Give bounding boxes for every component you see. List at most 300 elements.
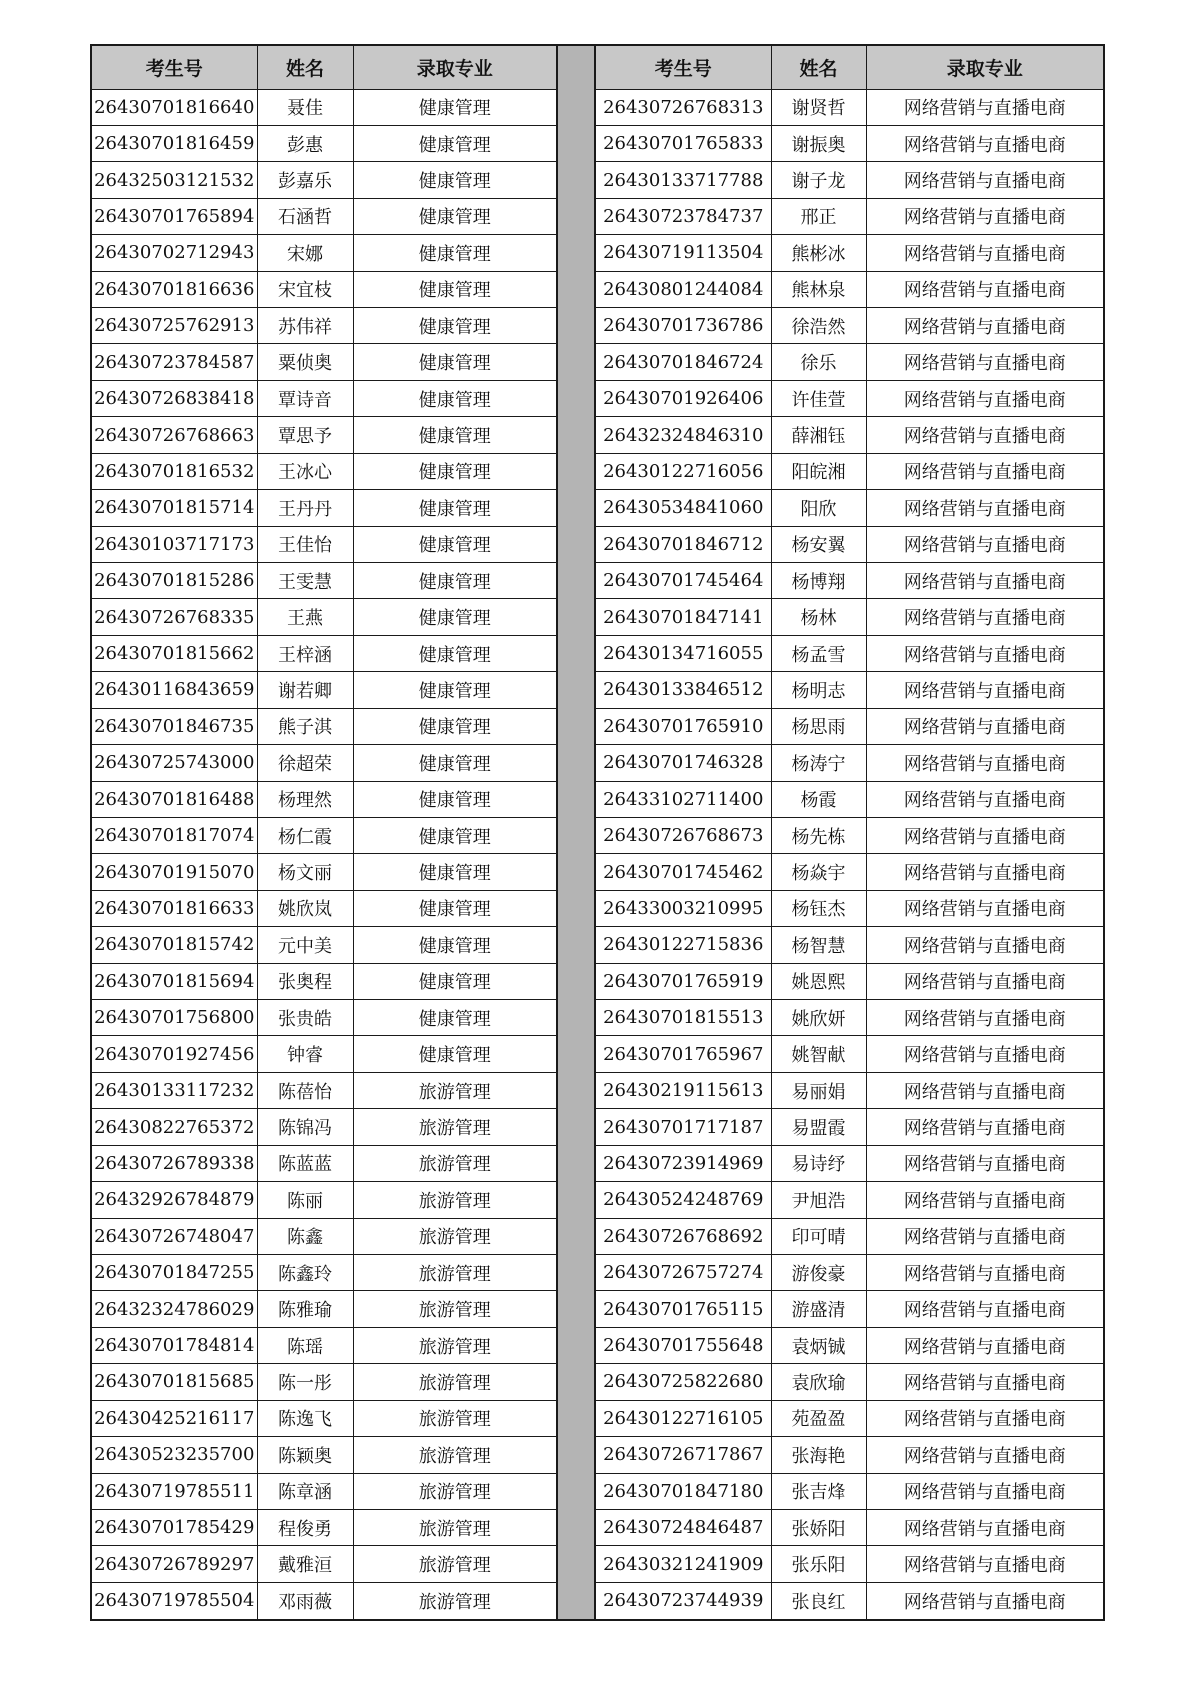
exam-id-cell: 26430724846487 [595,1509,771,1545]
major-cell: 健康管理 [353,125,557,161]
name-cell: 王雯慧 [257,562,353,598]
exam-id-cell: 26430702712943 [91,235,257,271]
table-row [595,781,1104,817]
table-row [91,854,557,890]
exam-id-cell: 26430725743000 [91,745,257,781]
exam-id-cell: 26430723914969 [595,1145,771,1181]
exam-id-cell: 26430725822680 [595,1364,771,1400]
name-cell: 石涵哲 [257,198,353,234]
name-cell: 易诗纾 [771,1145,866,1181]
exam-id-cell: 26430723744939 [595,1582,771,1620]
major-cell: 网络营销与直播电商 [866,963,1104,999]
major-cell: 网络营销与直播电商 [866,125,1104,161]
exam-id-cell: 26430534841060 [595,490,771,526]
major-cell: 网络营销与直播电商 [866,344,1104,380]
name-cell: 杨理然 [257,781,353,817]
table-row [595,927,1104,963]
major-cell: 健康管理 [353,562,557,598]
table-row [595,1182,1104,1218]
name-cell: 杨涛宁 [771,745,866,781]
major-cell: 健康管理 [353,708,557,744]
right-header-row [595,45,1104,89]
exam-id-cell: 26430719785511 [91,1473,257,1509]
exam-id-cell: 26430725762913 [91,308,257,344]
exam-id-cell: 26430701815286 [91,562,257,598]
name-cell: 杨孟雪 [771,635,866,671]
name-cell: 徐乐 [771,344,866,380]
name-cell: 覃思予 [257,417,353,453]
table-row [595,854,1104,890]
name-cell: 陈蓝蓝 [257,1145,353,1181]
major-cell: 旅游管理 [353,1327,557,1363]
exam-id-cell: 26430701745462 [595,854,771,890]
table-row [595,1291,1104,1327]
table-row [595,562,1104,598]
exam-id-cell: 26430701765967 [595,1036,771,1072]
exam-id-cell: 26430726768692 [595,1218,771,1254]
name-cell: 杨博翔 [771,562,866,598]
name-cell: 陈逸飞 [257,1400,353,1436]
exam-id-cell: 26430701815513 [595,1000,771,1036]
exam-id-cell: 26430701816633 [91,890,257,926]
table-row [91,890,557,926]
name-cell: 陈章涵 [257,1473,353,1509]
exam-id-cell: 26432503121532 [91,162,257,198]
table-row [595,599,1104,635]
exam-id-cell: 26430701765833 [595,125,771,161]
exam-id-cell: 26430701926406 [595,380,771,416]
table-row [595,817,1104,853]
exam-id-cell: 26430701816636 [91,271,257,307]
exam-id-cell: 26430726768673 [595,817,771,853]
major-cell: 旅游管理 [353,1182,557,1218]
name-cell: 邢正 [771,198,866,234]
major-cell: 旅游管理 [353,1072,557,1108]
major-cell: 网络营销与直播电商 [866,1000,1104,1036]
table-row [91,1473,557,1509]
table-row [91,1327,557,1363]
exam-id-cell: 26430701755648 [595,1327,771,1363]
exam-id-cell: 26433102711400 [595,781,771,817]
exam-id-cell: 26430701815685 [91,1364,257,1400]
name-cell: 陈锦冯 [257,1109,353,1145]
major-cell: 网络营销与直播电商 [866,1546,1104,1582]
major-cell: 旅游管理 [353,1400,557,1436]
major-cell: 网络营销与直播电商 [866,1364,1104,1400]
exam-id-cell: 26430103717173 [91,526,257,562]
table-row [91,1145,557,1181]
exam-id-cell: 26430701816640 [91,89,257,125]
exam-id-cell: 26430133846512 [595,672,771,708]
column-separator [558,44,594,1621]
exam-id-cell: 26430523235700 [91,1437,257,1473]
exam-id-cell: 26430701765115 [595,1291,771,1327]
name-cell: 宋宜枝 [257,271,353,307]
table-row [91,1072,557,1108]
exam-id-cell: 26432324786029 [91,1291,257,1327]
header-exam-id: 考生号 [595,45,771,89]
name-cell: 尹旭浩 [771,1182,866,1218]
exam-id-cell: 26430723784737 [595,198,771,234]
major-cell: 健康管理 [353,308,557,344]
table-row [91,1255,557,1291]
major-cell: 网络营销与直播电商 [866,1509,1104,1545]
major-cell: 健康管理 [353,380,557,416]
header-major: 录取专业 [866,45,1104,89]
major-cell: 网络营销与直播电商 [866,198,1104,234]
table-row [91,1437,557,1473]
major-cell: 旅游管理 [353,1364,557,1400]
major-cell: 网络营销与直播电商 [866,1400,1104,1436]
left-table [90,44,558,1621]
major-cell: 网络营销与直播电商 [866,1291,1104,1327]
exam-id-cell: 26430719785504 [91,1582,257,1620]
table-row [595,453,1104,489]
table-row [91,1400,557,1436]
table-row [91,162,557,198]
exam-id-cell: 26430726757274 [595,1255,771,1291]
major-cell: 健康管理 [353,599,557,635]
exam-id-cell: 26430133717788 [595,162,771,198]
exam-id-cell: 26430701784814 [91,1327,257,1363]
major-cell: 健康管理 [353,745,557,781]
name-cell: 徐浩然 [771,308,866,344]
major-cell: 健康管理 [353,162,557,198]
exam-id-cell: 26430701846735 [91,708,257,744]
table-row [595,672,1104,708]
major-cell: 网络营销与直播电商 [866,890,1104,926]
name-cell: 杨文丽 [257,854,353,890]
exam-id-cell: 26430701816532 [91,453,257,489]
name-cell: 覃诗音 [257,380,353,416]
major-cell: 网络营销与直播电商 [866,89,1104,125]
major-cell: 旅游管理 [353,1473,557,1509]
name-cell: 姚恩熙 [771,963,866,999]
name-cell: 张奥程 [257,963,353,999]
table-row [595,1327,1104,1363]
table-row [595,125,1104,161]
table-row [595,490,1104,526]
name-cell: 陈鑫玲 [257,1255,353,1291]
name-cell: 陈鑫 [257,1218,353,1254]
name-cell: 谢若卿 [257,672,353,708]
exam-id-cell: 26430701765894 [91,198,257,234]
exam-id-cell: 26433003210995 [595,890,771,926]
name-cell: 杨钰杰 [771,890,866,926]
name-cell: 熊子淇 [257,708,353,744]
exam-id-cell: 26430701816488 [91,781,257,817]
major-cell: 健康管理 [353,1000,557,1036]
name-cell: 杨先栋 [771,817,866,853]
major-cell: 网络营销与直播电商 [866,1182,1104,1218]
exam-id-cell: 26430701746328 [595,745,771,781]
name-cell: 袁炳铖 [771,1327,866,1363]
table-row [91,380,557,416]
exam-id-cell: 26430701736786 [595,308,771,344]
name-cell: 谢振奥 [771,125,866,161]
table-row [595,1509,1104,1545]
major-cell: 网络营销与直播电商 [866,380,1104,416]
header-exam-id: 考生号 [91,45,257,89]
name-cell: 陈颖奥 [257,1437,353,1473]
name-cell: 张贵皓 [257,1000,353,1036]
table-row [595,1072,1104,1108]
exam-id-cell: 26430701756800 [91,1000,257,1036]
table-row [91,490,557,526]
name-cell: 杨明志 [771,672,866,708]
major-cell: 健康管理 [353,963,557,999]
exam-id-cell: 26430719113504 [595,235,771,271]
table-row [91,1546,557,1582]
table-row [91,927,557,963]
name-cell: 钟睿 [257,1036,353,1072]
name-cell: 姚欣岚 [257,890,353,926]
name-cell: 聂佳 [257,89,353,125]
major-cell: 健康管理 [353,453,557,489]
major-cell: 健康管理 [353,198,557,234]
exam-id-cell: 26430701745464 [595,562,771,598]
name-cell: 袁欣瑜 [771,1364,866,1400]
exam-id-cell: 26430425216117 [91,1400,257,1436]
exam-id-cell: 26430122716056 [595,453,771,489]
name-cell: 王冰心 [257,453,353,489]
table-row [595,1400,1104,1436]
name-cell: 许佳萱 [771,380,866,416]
exam-id-cell: 26430133117232 [91,1072,257,1108]
name-cell: 陈一彤 [257,1364,353,1400]
name-cell: 杨安翼 [771,526,866,562]
name-cell: 张海艳 [771,1437,866,1473]
major-cell: 网络营销与直播电商 [866,308,1104,344]
name-cell: 谢子龙 [771,162,866,198]
exam-id-cell: 26430726748047 [91,1218,257,1254]
name-cell: 徐超荣 [257,745,353,781]
exam-id-cell: 26430701817074 [91,817,257,853]
name-cell: 王佳怡 [257,526,353,562]
exam-id-cell: 26430822765372 [91,1109,257,1145]
name-cell: 易丽娟 [771,1072,866,1108]
name-cell: 苑盈盈 [771,1400,866,1436]
major-cell: 旅游管理 [353,1109,557,1145]
table-row [91,198,557,234]
exam-id-cell: 26430701785429 [91,1509,257,1545]
exam-id-cell: 26430726717867 [595,1437,771,1473]
table-row [91,526,557,562]
exam-id-cell: 26430134716055 [595,635,771,671]
exam-id-cell: 26430726838418 [91,380,257,416]
major-cell: 网络营销与直播电商 [866,417,1104,453]
exam-id-cell: 26430801244084 [595,271,771,307]
major-cell: 旅游管理 [353,1509,557,1545]
major-cell: 旅游管理 [353,1291,557,1327]
table-row [595,1000,1104,1036]
table-row [595,162,1104,198]
exam-id-cell: 26430701927456 [91,1036,257,1072]
table-row [91,1109,557,1145]
major-cell: 健康管理 [353,526,557,562]
name-cell: 陈丽 [257,1182,353,1218]
major-cell: 网络营销与直播电商 [866,1036,1104,1072]
table-row [91,1000,557,1036]
name-cell: 杨林 [771,599,866,635]
left-table-body [91,89,557,1620]
major-cell: 网络营销与直播电商 [866,1109,1104,1145]
exam-id-cell: 26430321241909 [595,1546,771,1582]
name-cell: 程俊勇 [257,1509,353,1545]
name-cell: 印可晴 [771,1218,866,1254]
table-row [595,1218,1104,1254]
table-row [91,781,557,817]
table-row [595,198,1104,234]
major-cell: 网络营销与直播电商 [866,1218,1104,1254]
major-cell: 旅游管理 [353,1546,557,1582]
major-cell: 网络营销与直播电商 [866,526,1104,562]
table-row [91,453,557,489]
major-cell: 网络营销与直播电商 [866,271,1104,307]
table-row [595,344,1104,380]
major-cell: 网络营销与直播电商 [866,1255,1104,1291]
name-cell: 游俊豪 [771,1255,866,1291]
table-row [595,963,1104,999]
table-row [91,1582,557,1620]
major-cell: 网络营销与直播电商 [866,672,1104,708]
major-cell: 网络营销与直播电商 [866,1582,1104,1620]
table-row [595,89,1104,125]
major-cell: 健康管理 [353,781,557,817]
table-row [595,417,1104,453]
table-row [91,235,557,271]
exam-id-cell: 26430701815694 [91,963,257,999]
exam-id-cell: 26430116843659 [91,672,257,708]
table-row [91,672,557,708]
table-row [91,344,557,380]
right-table [594,44,1105,1621]
table-row [595,308,1104,344]
exam-id-cell: 26430726768335 [91,599,257,635]
table-row [91,308,557,344]
exam-id-cell: 26430701846724 [595,344,771,380]
name-cell: 阳皖湘 [771,453,866,489]
major-cell: 健康管理 [353,271,557,307]
major-cell: 旅游管理 [353,1582,557,1620]
name-cell: 杨智慧 [771,927,866,963]
major-cell: 旅游管理 [353,1145,557,1181]
table-row [595,890,1104,926]
table-row [91,635,557,671]
name-cell: 彭惠 [257,125,353,161]
table-row [91,125,557,161]
table-row [91,599,557,635]
name-cell: 杨思雨 [771,708,866,744]
table-row [595,745,1104,781]
table-row [595,1255,1104,1291]
major-cell: 网络营销与直播电商 [866,854,1104,890]
exam-id-cell: 26430723784587 [91,344,257,380]
major-cell: 健康管理 [353,854,557,890]
table-row [595,1473,1104,1509]
major-cell: 健康管理 [353,1036,557,1072]
exam-id-cell: 26430219115613 [595,1072,771,1108]
table-row [91,1182,557,1218]
exam-id-cell: 26432324846310 [595,417,771,453]
major-cell: 网络营销与直播电商 [866,562,1104,598]
major-cell: 网络营销与直播电商 [866,1072,1104,1108]
header-major: 录取专业 [353,45,557,89]
exam-id-cell: 26430701915070 [91,854,257,890]
exam-id-cell: 26430701815742 [91,927,257,963]
major-cell: 网络营销与直播电商 [866,635,1104,671]
table-row [91,1364,557,1400]
exam-id-cell: 26430122716105 [595,1400,771,1436]
exam-id-cell: 26430726768663 [91,417,257,453]
table-row [595,526,1104,562]
name-cell: 张乐阳 [771,1546,866,1582]
exam-id-cell: 26430701816459 [91,125,257,161]
table-row [595,1145,1104,1181]
name-cell: 张娇阳 [771,1509,866,1545]
table-row [595,1109,1104,1145]
table-row [595,708,1104,744]
major-cell: 旅游管理 [353,1255,557,1291]
name-cell: 姚欣妍 [771,1000,866,1036]
name-cell: 王梓涵 [257,635,353,671]
major-cell: 网络营销与直播电商 [866,745,1104,781]
table-row [91,963,557,999]
table-row [595,235,1104,271]
exam-id-cell: 26430701847255 [91,1255,257,1291]
name-cell: 王丹丹 [257,490,353,526]
major-cell: 健康管理 [353,490,557,526]
major-cell: 健康管理 [353,817,557,853]
major-cell: 网络营销与直播电商 [866,781,1104,817]
table-row [595,1437,1104,1473]
exam-id-cell: 26430122715836 [595,927,771,963]
major-cell: 健康管理 [353,927,557,963]
exam-id-cell: 26430701847141 [595,599,771,635]
name-cell: 杨霞 [771,781,866,817]
table-row [595,1582,1104,1620]
major-cell: 网络营销与直播电商 [866,1327,1104,1363]
exam-id-cell: 26430701815714 [91,490,257,526]
table-row [595,1546,1104,1582]
table-row [91,745,557,781]
name-cell: 苏伟祥 [257,308,353,344]
table-row [91,1509,557,1545]
major-cell: 健康管理 [353,344,557,380]
exam-id-cell: 26430701717187 [595,1109,771,1145]
major-cell: 网络营销与直播电商 [866,708,1104,744]
name-cell: 游盛清 [771,1291,866,1327]
name-cell: 阳欣 [771,490,866,526]
left-header-row [91,45,557,89]
name-cell: 谢贤哲 [771,89,866,125]
table-row [91,708,557,744]
name-cell: 易盟霞 [771,1109,866,1145]
table-row [91,271,557,307]
table-row [91,1218,557,1254]
exam-id-cell: 26430726768313 [595,89,771,125]
name-cell: 姚智献 [771,1036,866,1072]
major-cell: 网络营销与直播电商 [866,927,1104,963]
name-cell: 邓雨薇 [257,1582,353,1620]
admission-list-sheet [90,44,1106,1621]
table-row [91,417,557,453]
exam-id-cell: 26430726789297 [91,1546,257,1582]
major-cell: 健康管理 [353,417,557,453]
name-cell: 薛湘钰 [771,417,866,453]
name-cell: 张吉烽 [771,1473,866,1509]
name-cell: 王燕 [257,599,353,635]
